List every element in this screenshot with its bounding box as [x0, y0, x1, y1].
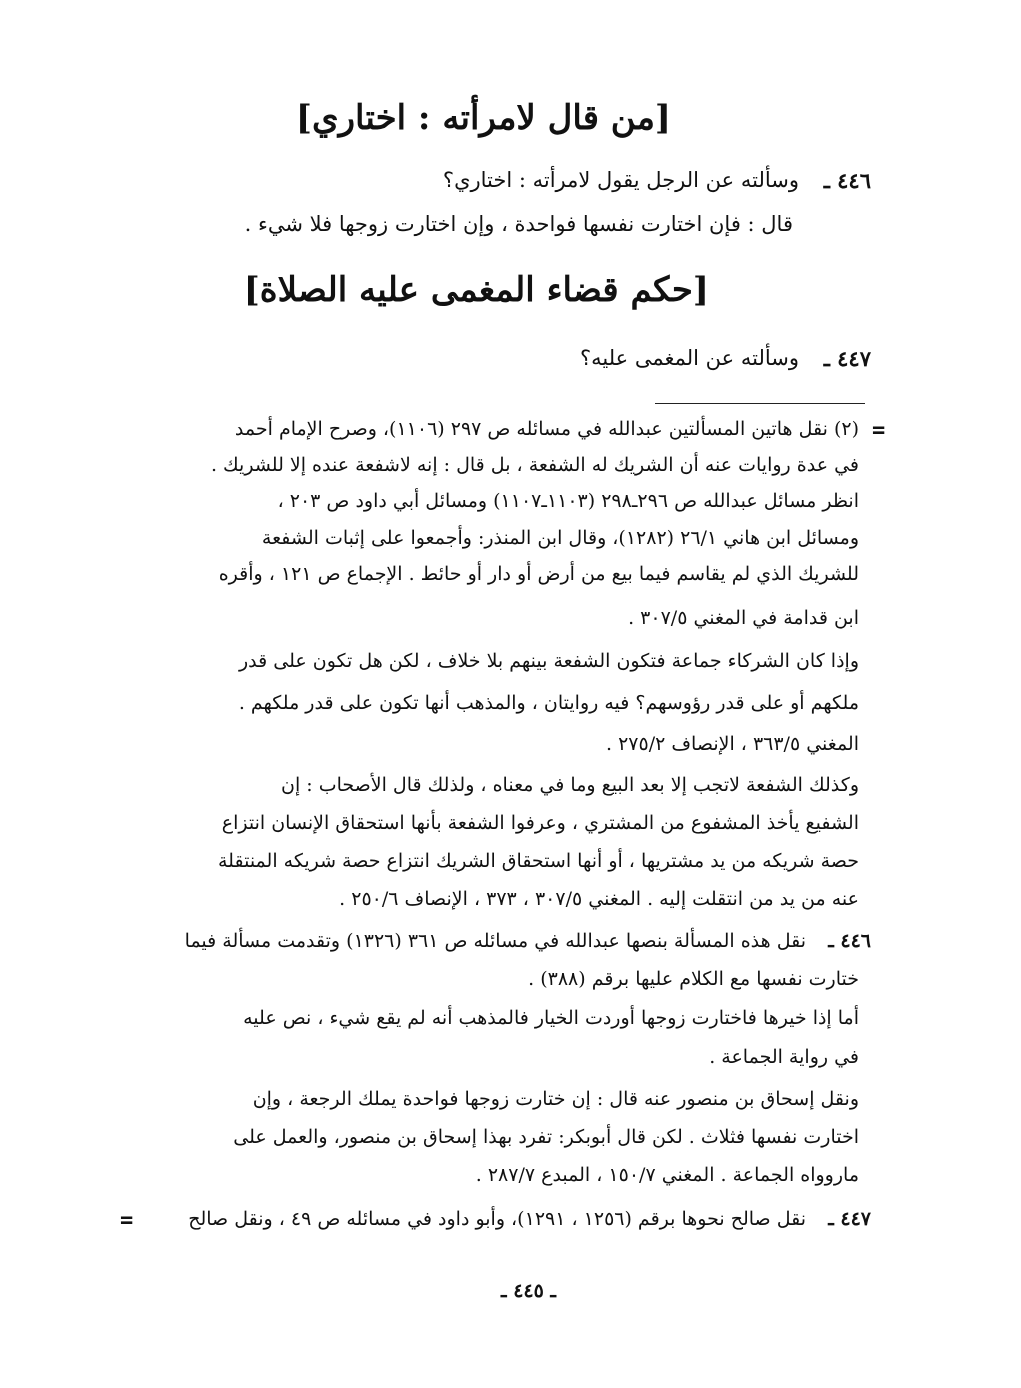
footnote-line: نقل صالح نحوها برقم (١٢٥٦ ، ١٢٩١)، وأبو داود في مسائله ص ٤٩ ، ونقل صالح — [188, 1208, 806, 1230]
footnote-line: اختارت نفسها فثلاث . لكن قال أبوبكر: تفرد بهذا إسحاق بن منصور، والعمل على — [233, 1126, 859, 1148]
section-heading-unconscious-prayer: [حكم قضاء المغمى عليه الصلاة] — [243, 270, 709, 310]
footnote-number-446: ٤٤٦ ـ — [828, 930, 871, 952]
continuation-mark-bottom: = — [120, 1208, 134, 1233]
footnote-line: ابن قدامة في المغني ٣٠٧/٥ . — [628, 607, 859, 629]
section-heading-choose: [من قال لامرأته : اختاري] — [295, 98, 671, 138]
footnote-line: في رواية الجماعة . — [709, 1046, 859, 1068]
footnote-line: في عدة روايات عنه أن الشريك له الشفعة ، بل قال : إنه لاشفعة عنده إلا للشريك . — [210, 454, 859, 476]
footnote-line: ملكهم أو على قدر رؤوسهم؟ فيه روايتان ، والمذهب أنها تكون على قدر ملكهم . — [238, 692, 859, 714]
question-number-446: ٤٤٦ ـ — [823, 168, 871, 193]
question-447-text: وسألته عن المغمى عليه؟ — [579, 346, 799, 370]
continuation-mark-top: = — [872, 418, 886, 443]
footnote-number-447: ٤٤٧ ـ — [828, 1208, 871, 1230]
footnote-line: وكذلك الشفعة لاتجب إلا بعد البيع وما في معناه ، ولذلك قال الأصحاب : إن — [280, 774, 859, 796]
footnote-line: للشريك الذي لم يقاسم فيما بيع من أرض أو دار أو حائط . الإجماع ص ١٢١ ، وأقره — [218, 563, 859, 585]
answer-446-text: قال : فإن اختارت نفسها فواحدة ، وإن اختارت زوجها فلا شيء . — [244, 212, 793, 236]
footnote-line: عنه من يد من انتقلت إليه . المغني ٣٠٧/٥ ، ٣٧٣ ، الإنصاف ٢٥٠/٦ . — [339, 888, 859, 910]
footnote-line: (٢) نقل هاتين المسألتين عبدالله في مسائله ص ٢٩٧ (١١٠٦)، وصرح الإمام أحمد — [234, 418, 859, 440]
footnote-line: ونقل إسحاق بن منصور عنه قال : إن ختارت زوجها فواحدة يملك الرجعة ، وإن — [252, 1088, 859, 1110]
footnote-line: حصة شريكه من يد مشتريها ، أو أنها استحقاق الشريك انتزاع حصة شريكه المنتقلة — [218, 850, 859, 872]
page-number: ـ ٤٤٥ ـ — [501, 1280, 556, 1302]
footnote-line: المغني ٣٦٣/٥ ، الإنصاف ٢٧٥/٢ . — [605, 733, 859, 755]
footnote-line: وإذا كان الشركاء جماعة فتكون الشفعة بينهم بلا خلاف ، لكن هل تكون على قدر — [239, 650, 859, 672]
footnote-line: الشفيع يأخذ المشفوع من المشتري ، وعرفوا الشفعة بأنها استحقاق الإنسان انتزاع — [221, 812, 859, 834]
footnote-line: نقل هذه المسألة بنصها عبدالله في مسائله ص ٣٦١ (١٣٢٦) وتقدمت مسألة فيما — [184, 930, 806, 952]
footnote-line: ختارت نفسها مع الكلام عليها برقم (٣٨٨) . — [528, 968, 859, 990]
question-number-447: ٤٤٧ ـ — [823, 346, 871, 371]
footnote-line: انظر مسائل عبدالله ص ٢٩٦ـ٢٩٨ (١١٠٣ـ١١٠٧) ومسائل أبي داود ص ٢٠٣ ، — [277, 490, 859, 512]
footnote-line: ماروواه الجماعة . المغني ١٥٠/٧ ، المبدع ٢٨٧/٧ . — [475, 1164, 859, 1186]
footnote-line: ومسائل ابن هاني ٢٦/١ (١٢٨٢)، وقال ابن المنذر: وأجمعوا على إثبات الشفعة — [261, 527, 859, 549]
footnote-line: أما إذا خيرها فاختارت زوجها أوردت الخيار فالمذهب أنه لم يقع شيء ، نص عليه — [243, 1007, 859, 1029]
footnote-separator — [655, 403, 865, 404]
question-446-text: وسألته عن الرجل يقول لامرأته : اختاري؟ — [442, 168, 799, 192]
